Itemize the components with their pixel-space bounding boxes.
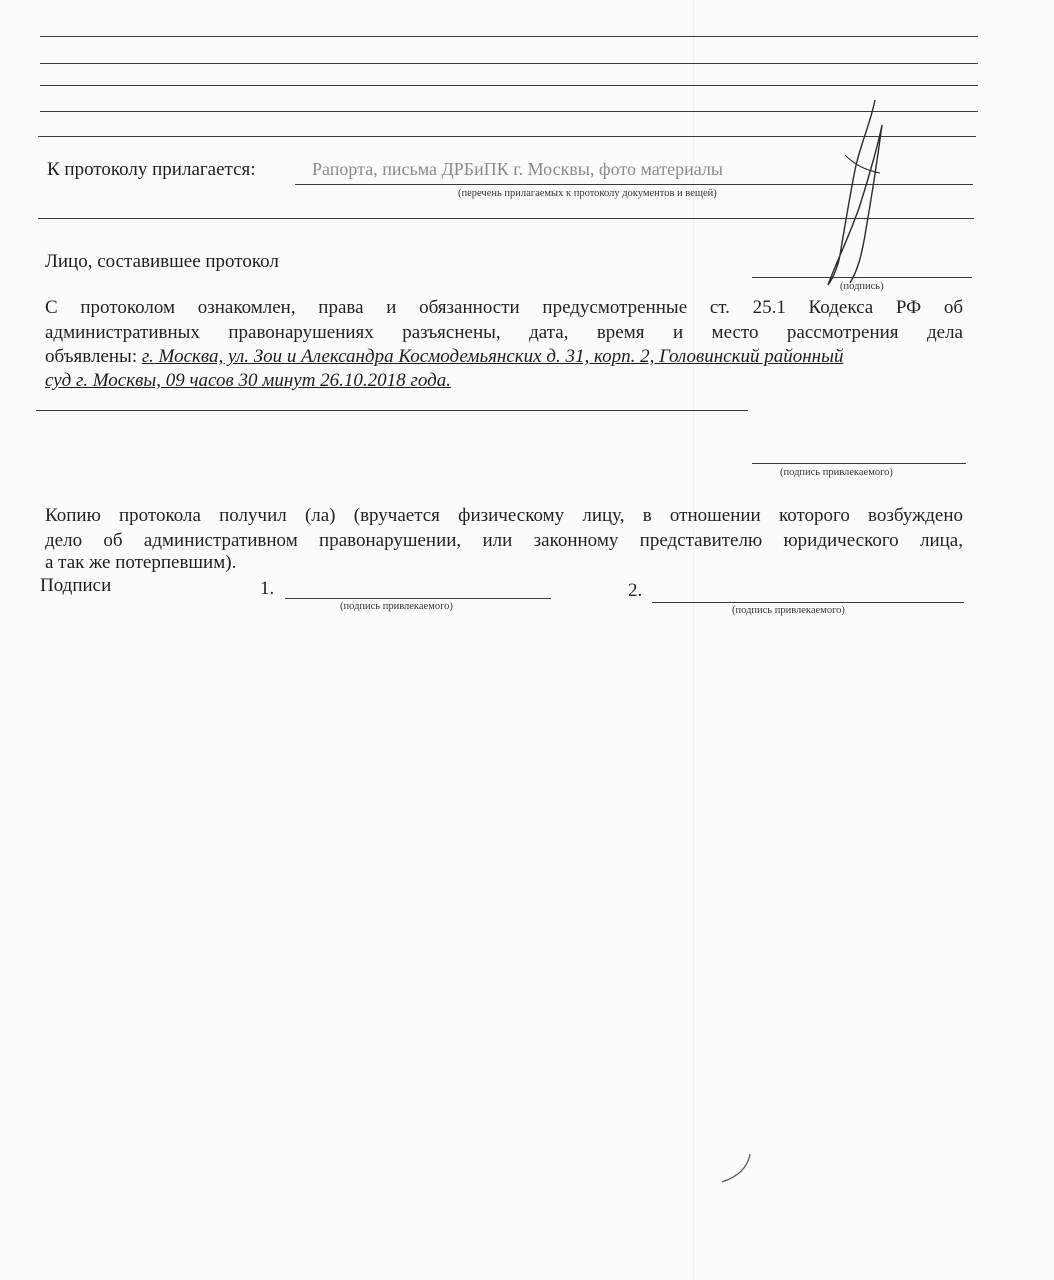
handwritten-signature-icon: [810, 95, 900, 295]
signatures-label: Подписи: [40, 575, 112, 596]
accused-signature-line: [752, 463, 966, 464]
blank-line: [40, 36, 978, 37]
copy-line-2: дело об административном правонарушении, или законному представителю юридического лица,: [45, 530, 963, 551]
pen-mark-icon: [710, 1150, 770, 1190]
author-signature-caption: (подпись): [840, 281, 884, 292]
copy-line-1: Копию протокола получил (ла) (вручается физическому лицу, в отношении которого возбуждено: [45, 505, 963, 526]
hearing-time: суд г. Москвы, 09 часов 30 минут 26.10.2018 года.: [45, 370, 451, 391]
attachments-caption: (перечень прилагаемых к протоколу документов и вещей): [458, 188, 717, 199]
blank-line: [40, 63, 978, 64]
acquainted-line-1: С протоколом ознакомлен, права и обязанности предусмотренные ст. 25.1 Кодекса РФ об: [45, 297, 963, 318]
signature-1-number: 1.: [260, 578, 275, 599]
author-label: Лицо, составившее протокол: [45, 251, 279, 272]
blank-line: [40, 85, 978, 86]
signature-2-caption: (подпись привлекаемого): [732, 605, 845, 616]
attachments-label: К протоколу прилагается:: [47, 159, 256, 180]
copy-line-3: а так же потерпевшим).: [45, 552, 237, 573]
signature-2-line: [652, 602, 964, 603]
attachments-value: Рапорта, письма ДРБиПК г. Москвы, фото материалы: [312, 159, 723, 179]
acquainted-prefix: объявлены:: [45, 346, 142, 367]
acquainted-line-2: административных правонарушениях разъяснены, дата, время и место рассмотрения дела: [45, 322, 963, 343]
signature-2-number: 2.: [628, 580, 643, 601]
accused-signature-caption: (подпись привлекаемого): [780, 467, 893, 478]
signature-1-caption: (подпись привлекаемого): [340, 601, 453, 612]
signature-1-line: [285, 598, 551, 599]
blank-line: [36, 410, 748, 411]
court-address: г. Москва, ул. Зои и Александра Космодемьянских д. 31, корп. 2, Головинский районный: [141, 346, 844, 367]
acquainted-line-3: [45, 346, 843, 368]
